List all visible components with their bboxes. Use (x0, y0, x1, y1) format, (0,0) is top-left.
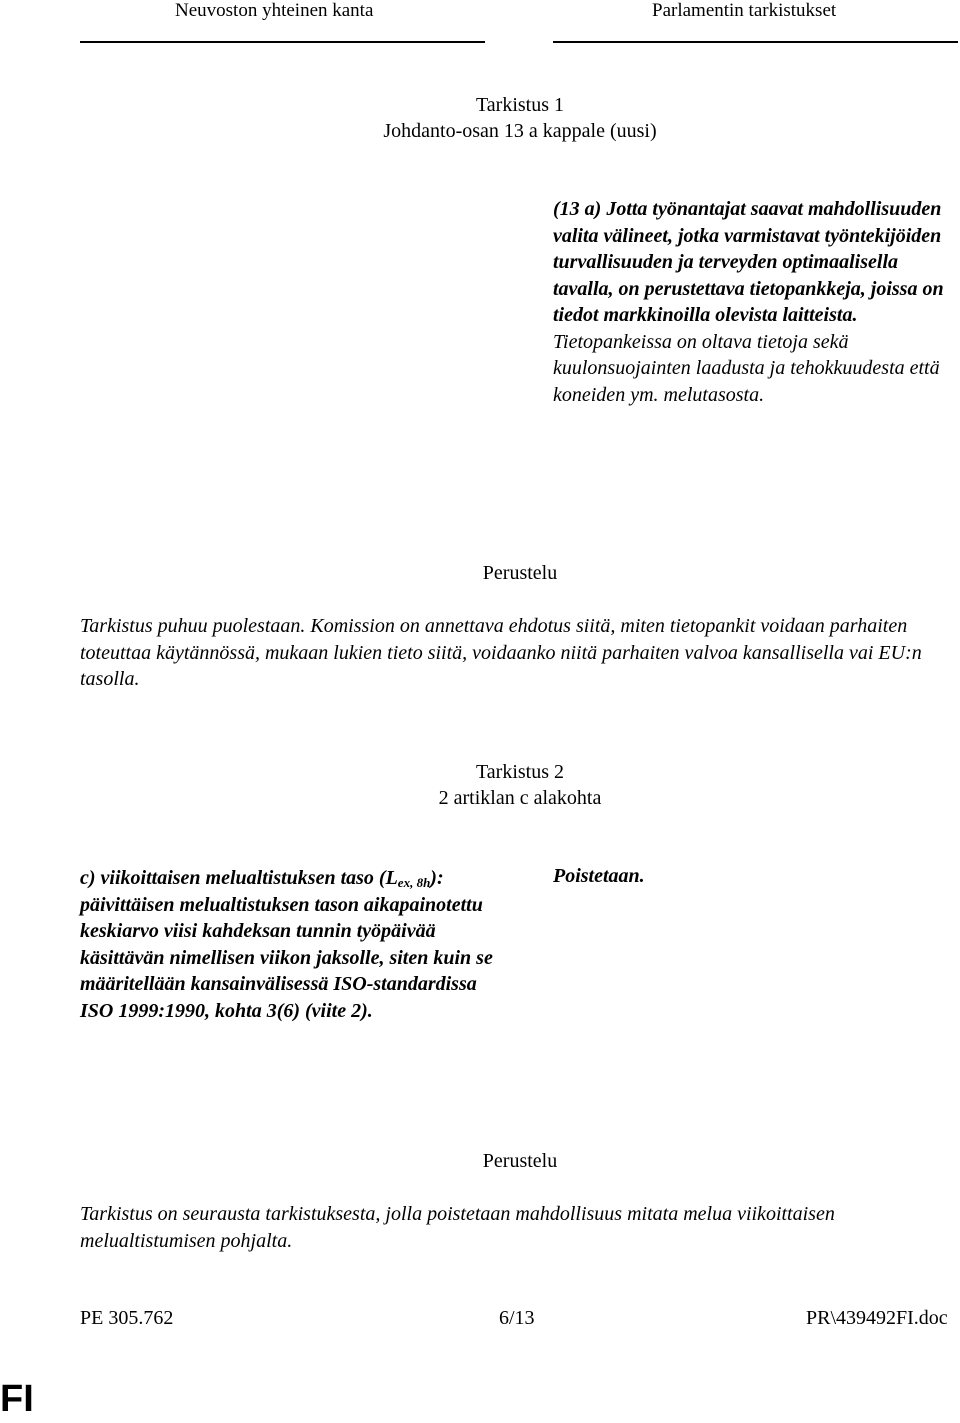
footer-language: FI (0, 1378, 34, 1420)
justification-2-text: Tarkistus on seurausta tarkistuksesta, jolla poistetaan mahdollisuus mitata melua viikoittaisen melualtistumisen pohjalta. (80, 1203, 835, 1252)
amendment-1-subtitle: Johdanto-osan 13 a kappale (uusi) (383, 120, 657, 142)
header-right: Parlamentin tarkistukset (652, 0, 837, 21)
amendment-2-title: Tarkistus 2 (475, 761, 565, 783)
footer-filename: PR\439492FI.doc (806, 1307, 948, 1329)
footer-reference: PE 305.762 (80, 1307, 174, 1329)
justification-1-heading: Perustelu (482, 562, 558, 584)
header-left: Neuvoston yhteinen kanta (175, 0, 374, 21)
original-pre: c) viikoittaisen melualtistuksen taso (L (80, 867, 398, 889)
amendment-1-text-part2: Tietopankeissa on oltava tietoja sekä kuulonsuojainten laadusta ja tehokkuudesta että koneiden ym. melutasosta. (553, 330, 940, 406)
amendment-2-original-text (80, 865, 500, 1024)
justification-2-heading: Perustelu (482, 1150, 558, 1172)
amendment-1-title: Tarkistus 1 (475, 94, 565, 116)
header-rule-left (80, 41, 485, 43)
amendment-1-text (553, 196, 958, 408)
original-subscript: ex, 8h (397, 875, 431, 890)
amendment-1-text-part1: (13 a) Jotta työnantajat saavat mahdollisuuden valita välineet, jotka varmistavat työntekijöiden turvallisuuden ja terveyden optimaalisella tavalla, on perustettava tietopankkeja, joissa on tiedot markkinoilla olevista laitteista. (553, 198, 944, 326)
justification-1-text: Tarkistus puhuu puolestaan. Komission on annettava ehdotus siitä, miten tietopankit voidaan parhaiten toteuttaa käytännössä, mukaan lukien tieto siitä, voidaanko niitä parhaiten valvoa kansallisella vai EU:n tasolla. (80, 615, 922, 690)
footer-page-number: 6/13 (499, 1307, 535, 1329)
header-rule-right (553, 41, 958, 43)
amendment-2-amended-text: Poistetaan. (553, 865, 645, 887)
original-post: ): päivittäisen melualtistuksen tason aikapainotettu keskiarvo viisi kahdeksan tunnin työpäivää käsittävän nimellisen viikon jaksolle, siten kuin se määritellään kansainvälisessä ISO-standardissa ISO 1999:1990, kohta 3(6) (viite 2). (80, 867, 493, 1022)
amendment-2-subtitle: 2 artiklan c alakohta (438, 787, 602, 809)
